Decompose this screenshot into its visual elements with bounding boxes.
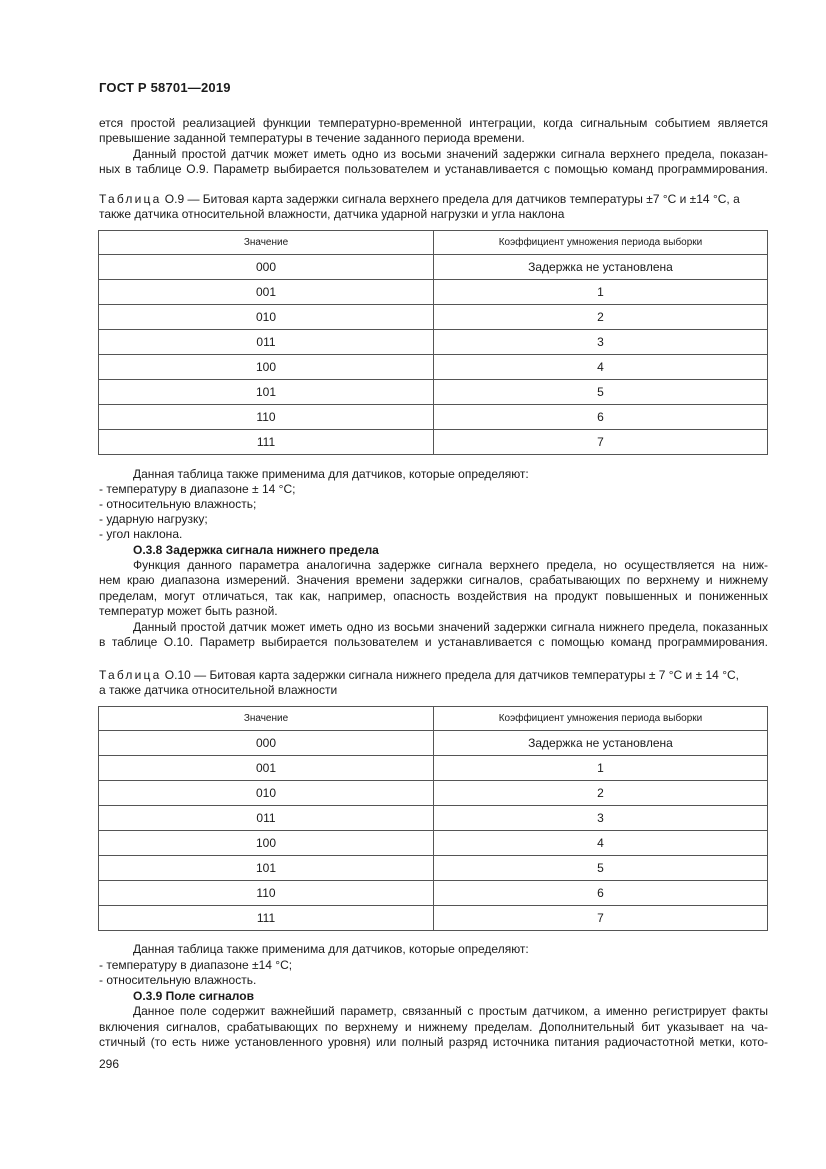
- table-cell: 011: [99, 806, 434, 831]
- table-row: [99, 831, 768, 856]
- o38-p2-line-1: Данный простой датчик может иметь одно из восьми значений задержки сигнала нижнего предела, показанных: [133, 620, 768, 634]
- after10-line-3: - относительную влажность.: [99, 973, 257, 987]
- table-cell: 3: [434, 330, 768, 355]
- o38-p1-line-3: пределам, могут отличаться, так как, например, опасность воздействия на продукт повышенных и пониженных: [99, 589, 768, 603]
- table-cell: 110: [99, 405, 434, 430]
- o39-line-3: стичный (то есть ниже установленного уровня) или полный разряд источника питания радиочастотной метки, кото-: [99, 1035, 768, 1049]
- table-row: [99, 430, 768, 455]
- after9-line-4: - ударную нагрузку;: [99, 512, 208, 526]
- table10-caption-line-1: [99, 668, 768, 683]
- o39-line-2: включения сигналов, срабатывающих по верхнему и нижнему пределам. Дополнительный бит указывает на ча-: [99, 1020, 768, 1034]
- table9-caption-line-2: также датчика относительной влажности, датчика ударной нагрузки и угла наклона: [99, 207, 565, 221]
- table-cell: 7: [434, 906, 768, 931]
- table-cell: 6: [434, 881, 768, 906]
- table-cell: 010: [99, 781, 434, 806]
- o38-p1-line-1: Функция данного параметра аналогична задержке сигнала верхнего предела, но осуществляется на ниж-: [133, 558, 768, 572]
- table9-caption-text: О.9 — Битовая карта задержки сигнала верхнего предела для датчиков температуры ±7 °С и ±14 °С, а: [164, 192, 740, 206]
- table-cell: Задержка не установлена: [434, 731, 768, 756]
- intro-p2-line-2: ных в таблице О.9. Параметр выбирается пользователем и устанавливается с помощью команд программирования.: [99, 162, 768, 176]
- o38-p1-line-4: температур может быть разной.: [99, 604, 278, 618]
- table10-caption-line-2: а также датчика относительной влажности: [99, 683, 338, 697]
- table-row: [99, 806, 768, 831]
- table-row: [99, 280, 768, 305]
- table-cell: 6: [434, 405, 768, 430]
- table-row: [99, 856, 768, 881]
- table-header-row: [99, 231, 768, 255]
- column-header: Значение: [99, 231, 434, 255]
- table9-caption-line-1: [99, 192, 768, 207]
- table-cell: 101: [99, 380, 434, 405]
- table-cell: 111: [99, 430, 434, 455]
- column-header: Коэффициент умножения периода выборки: [434, 707, 768, 731]
- intro-line-2: превышение заданной температуры в течение заданного периода времени.: [99, 131, 525, 145]
- table-row: [99, 355, 768, 380]
- table-cell: 1: [434, 756, 768, 781]
- table-o10: [98, 706, 768, 931]
- after9-line-3: - относительную влажность;: [99, 497, 257, 511]
- table-cell: 2: [434, 781, 768, 806]
- table-cell: 4: [434, 831, 768, 856]
- table-o9: [98, 230, 768, 455]
- table-row: [99, 330, 768, 355]
- table-row: [99, 405, 768, 430]
- table-cell: 7: [434, 430, 768, 455]
- table-cell: 100: [99, 831, 434, 856]
- table-cell: 001: [99, 280, 434, 305]
- table-row: [99, 906, 768, 931]
- table-cell: 100: [99, 355, 434, 380]
- section-heading-o39: О.3.9 Поле сигналов: [133, 989, 254, 1003]
- o38-p1-line-2: нем краю диапазона измерений. Значения времени задержки сигналов, срабатывающих по верхнему и нижнему: [99, 573, 768, 587]
- table-cell: 010: [99, 305, 434, 330]
- column-header: Значение: [99, 707, 434, 731]
- after9-line-5: - угол наклона.: [99, 527, 183, 541]
- after9-line-2: - температуру в диапазоне ± 14 °С;: [99, 482, 296, 496]
- intro-line-1: ется простой реализацией функции температурно-временной интеграции, когда сигнальным событием является: [99, 116, 768, 130]
- o39-line-1: Данное поле содержит важнейший параметр, связанный с простым датчиком, а именно регистрирует факты: [133, 1004, 768, 1018]
- table-row: [99, 756, 768, 781]
- document-header: ГОСТ Р 58701—2019: [99, 80, 231, 95]
- table-cell: 011: [99, 330, 434, 355]
- table-cell: 5: [434, 380, 768, 405]
- after10-line-2: - температуру в диапазоне ±14 °С;: [99, 958, 293, 972]
- table-row: [99, 380, 768, 405]
- table-row: [99, 881, 768, 906]
- table-cell: 111: [99, 906, 434, 931]
- table-row: [99, 255, 768, 280]
- table-header-row: [99, 707, 768, 731]
- table-cell: Задержка не установлена: [434, 255, 768, 280]
- table-cell: 1: [434, 280, 768, 305]
- table9-caption-word: Таблица: [99, 192, 162, 206]
- after10-line-1: Данная таблица также применима для датчиков, которые определяют:: [133, 942, 529, 956]
- table-row: [99, 305, 768, 330]
- o38-p2-line-2: в таблице О.10. Параметр выбирается пользователем и устанавливается с помощью команд программирования.: [99, 635, 768, 649]
- table-row: [99, 731, 768, 756]
- table-cell: 3: [434, 806, 768, 831]
- table-cell: 000: [99, 731, 434, 756]
- table-cell: 000: [99, 255, 434, 280]
- after9-line-1: Данная таблица также применима для датчиков, которые определяют:: [133, 467, 529, 481]
- intro-p2-line-1: Данный простой датчик может иметь одно из восьми значений задержки сигнала верхнего предела, показан-: [133, 147, 768, 161]
- table-cell: 4: [434, 355, 768, 380]
- column-header: Коэффициент умножения периода выборки: [434, 231, 768, 255]
- table-cell: 001: [99, 756, 434, 781]
- page-number: 296: [99, 1057, 120, 1071]
- table-cell: 5: [434, 856, 768, 881]
- table-cell: 101: [99, 856, 434, 881]
- table-cell: 2: [434, 305, 768, 330]
- table10-caption-word: Таблица: [99, 668, 162, 682]
- table10-caption-text: О.10 — Битовая карта задержки сигнала нижнего предела для датчиков температуры ± 7 °С и ± 14 °С,: [164, 668, 739, 682]
- section-heading-o38: О.3.8 Задержка сигнала нижнего предела: [133, 543, 379, 557]
- table-cell: 110: [99, 881, 434, 906]
- table-row: [99, 781, 768, 806]
